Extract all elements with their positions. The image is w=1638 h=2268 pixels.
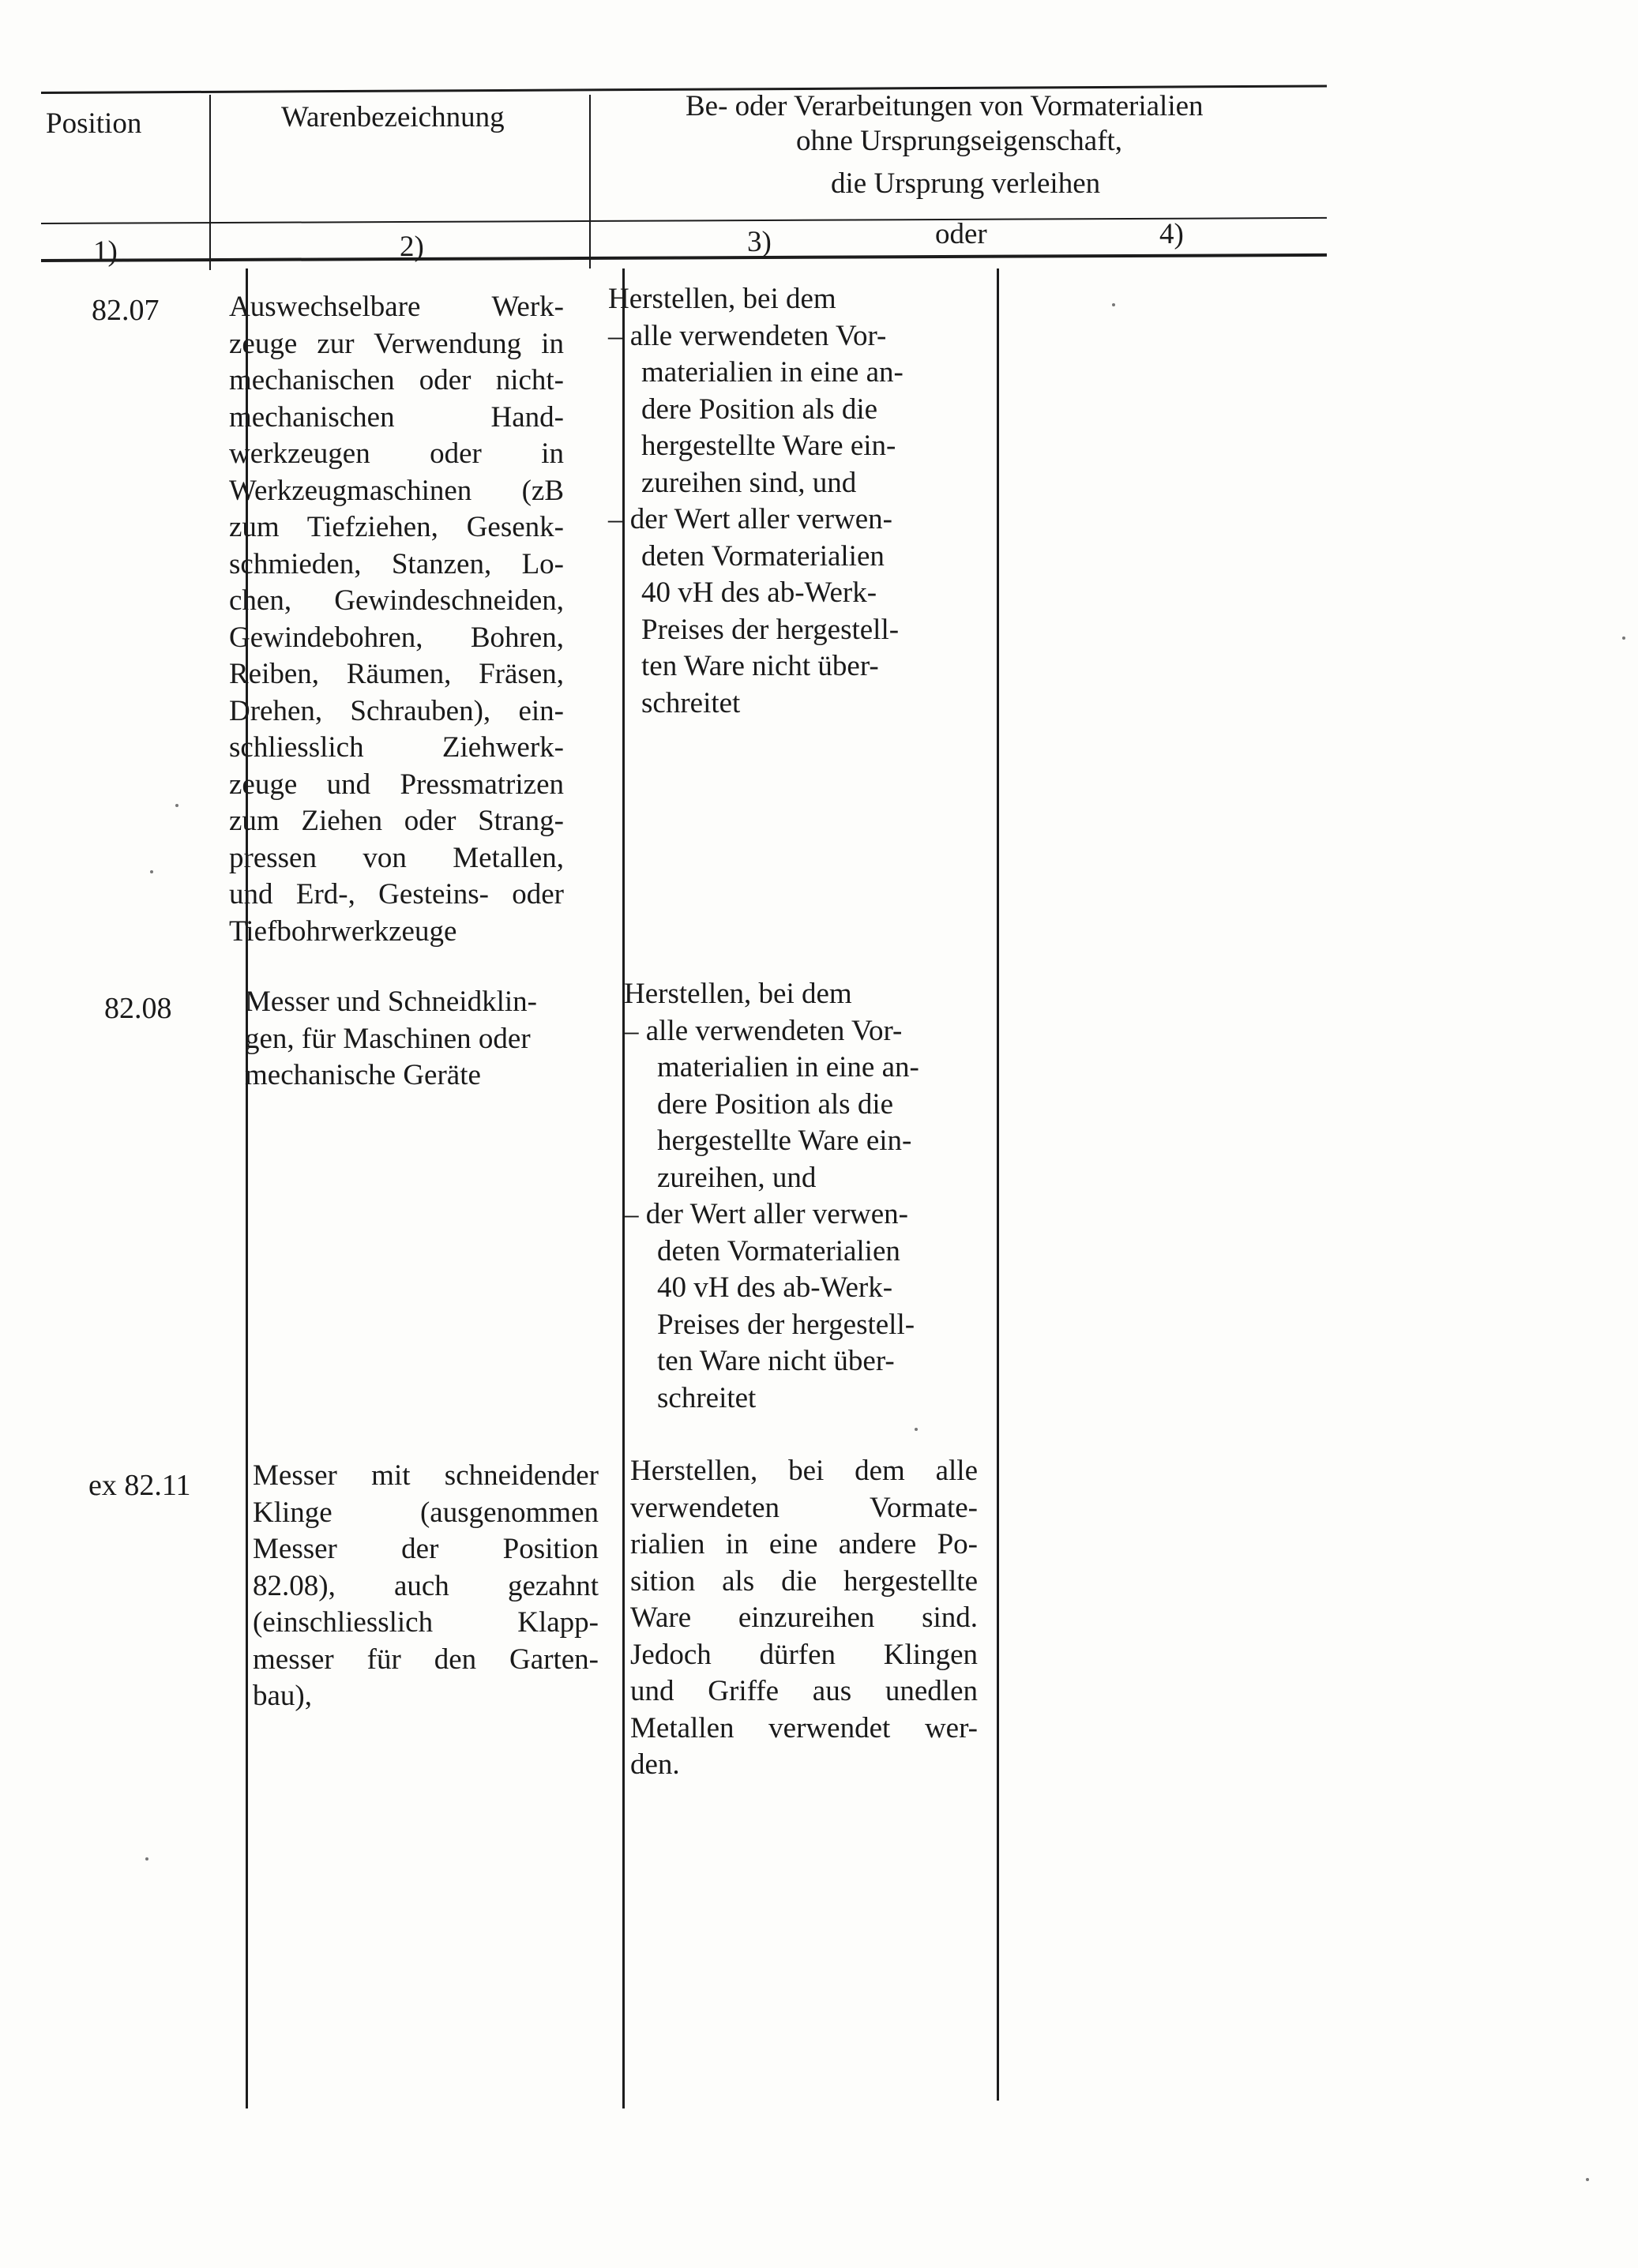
scan-speck <box>915 1428 918 1431</box>
row-1-description: Auswechselbare Werk- zeuge zur Verwendung in mechanischen oder nicht- mechanischen Hand- werkzeugen oder in Werkzeugmaschinen (zB zum Tiefziehen, Gesenk- schmieden, Stanzen, Lo- chen, Gewindeschneiden, Gewindebohren, Bohren, Reiben, Räumen, Fräsen, Drehen, Schrauben), ein- schliesslich Ziehwerk- zeuge und Pressmatrizen zum Ziehen oder Strang- pressen von Metallen, und Erd-, Gesteins- oder Tiefbohrwerkzeuge <box>229 291 564 948</box>
row-3-processing: Herstellen, bei dem alle verwendeten Vormate- rialien in eine andere Po- sition als die hergestellte Ware einzureihen sind. Jedoch dürfen Klingen und Griffe aus unedlen Metallen verwendet wer- den. <box>630 1455 978 1781</box>
column-number-3: 3) <box>747 226 772 258</box>
scan-speck <box>1112 303 1115 306</box>
row-3-position: ex 82.11 <box>88 1469 191 1502</box>
column-divider-1 <box>209 95 211 270</box>
scan-speck <box>175 804 178 807</box>
scan-speck <box>145 1857 148 1861</box>
header-position: Position <box>46 107 142 140</box>
row-2-description: Messer und Schneidklin- gen, für Maschinen oder mechanische Geräte <box>245 986 537 1091</box>
column-number-2: 2) <box>400 231 424 263</box>
header-mid-rule <box>41 217 1327 224</box>
row-1-processing: Herstellen, bei dem – alle verwendeten Vor- materialien in eine an- dere Position als die hergestellte Ware ein- zureihen sind, und – der Wert aller verwen- deten Vormaterialien 40 vH des ab-Werk- Preises der hergestell- ten Ware nicht über- schreitet <box>608 283 904 719</box>
scan-speck <box>150 870 153 873</box>
scan-speck <box>1586 2178 1589 2181</box>
header-processing-line-3: die Ursprung verleihen <box>831 167 1101 200</box>
header-processing-line-2: ohne Ursprungseigenschaft, <box>796 125 1123 157</box>
body-divider-alternative-left <box>997 268 999 2101</box>
row-3-description: Messer mit schneidender Klinge (ausgenommen Messer der Position 82.08), auch gezahnt (einschliesslich Klapp- messer für den Garten- bau), <box>253 1459 599 1712</box>
scan-speck <box>1622 636 1625 640</box>
row-2-position: 82.08 <box>104 992 172 1025</box>
column-number-1: 1) <box>93 235 118 268</box>
column-oder-label: oder <box>935 218 987 250</box>
row-1-position: 82.07 <box>92 294 160 327</box>
column-divider-2 <box>589 95 591 268</box>
header-description: Warenbezeichnung <box>281 101 505 133</box>
header-bottom-rule <box>41 253 1327 262</box>
column-number-4: 4) <box>1159 218 1184 250</box>
row-2-processing: Herstellen, bei dem – alle verwendeten Vor- materialien in eine an- dere Position als die hergestellte Ware ein- zureihen, und – der Wert aller verwen- deten Vormaterialien 40 vH des ab-Werk- Preises der hergestell- ten Ware nicht über- schreitet <box>624 978 919 1414</box>
header-processing-line-1: Be- oder Verarbeitungen von Vormaterialien <box>686 90 1204 122</box>
